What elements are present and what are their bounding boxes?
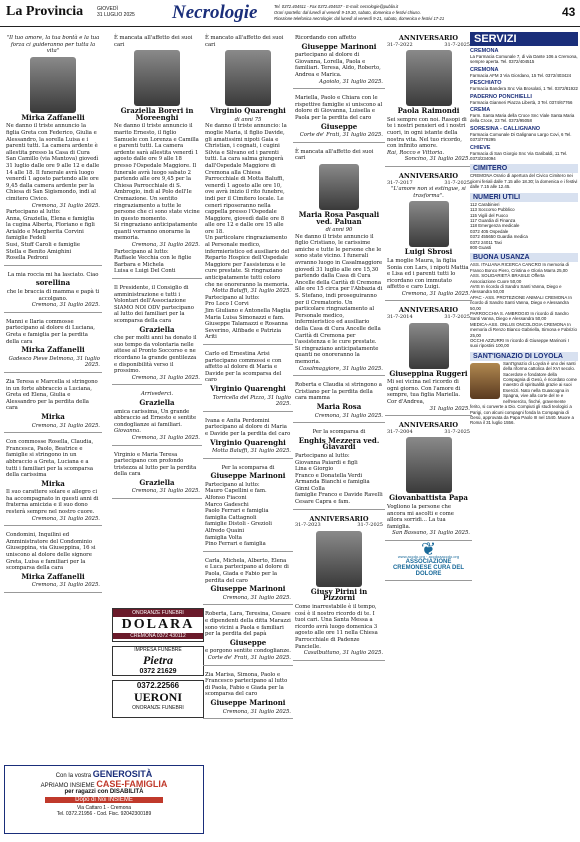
- anniversary-papa: ANNIVERSARIO 31-7-2004 31-7-2025 Giovanbattista Papa Vogliono la persone che ancora mi ascolti e come allora sorridi... La tua famiglia. San Bassano, 31 luglio 2025.: [385, 419, 472, 541]
- condolence-notice: Roberta, Lara, Teresina, Cesare e dipendenti della ditta Marazzi sono vicini a Paola e familiari per la perdita del papà Giuseppe e porgono sentite condoglianze. Corte de' Frati, 31 luglio 2025.: [203, 608, 293, 665]
- anniversary-raimondi: ANNIVERSARIO 31-7-2022 31-7-2025 Paola Raimondi Sei sempre con noi. Rasopi di te i nostri pensieri ed i nostri cuori, in ogni istante della nostra vita. Nel tuo ricordo, con infinito amore. Rai, Rocco e Vittoria. Soncino, 31 luglio 2025.: [385, 32, 472, 167]
- mourner-list: Anna, Graziella, Elena e famiglia la cugina Alberta, Floriano e figli Arialdo e Margherita Corvini famiglie Fedeli Susi, Stuff Caroli e famiglie Stella e Benito Amighini Rosella Pedroni: [6, 215, 95, 262]
- condolence-notice: Per la scomparsa di Enghis Mezzera ved. Giavardi Partecipano al lutto: Giovanna Paiardi e figli Lina e Giorgio Franco e Donatella Verdi Armanda Bianchi e famiglia Ginni Colla famiglie Franco e Davide Ravelli Cesare Capra e fam.: [293, 426, 385, 510]
- anniversary-pirini: ANNIVERSARIO 31-7-2023 31-7-2025 Giusy Pirini in Pizzorni Come inarrestabile è il tempo, così è il nostro ricordo di te. I tuoi cari. Una Santa Messa a ricordo avrà luogo domenica 3 agosto alle ore 11 nella Chiesa Parrocchiale di Padenze Pancielle. Casalbuttano, 31 luglio 2025.: [293, 513, 385, 661]
- ad-accdo: ❦ www.accdo.org · accdoaaccdo.org ASSOCIAZIONE CREMONESE CURA DEL DOLORE: [385, 544, 472, 581]
- section-title: Necrologie: [172, 2, 258, 23]
- saint-image: [470, 363, 500, 399]
- page-header: [0, 0, 580, 27]
- portrait-photo: [30, 57, 76, 113]
- issue-date: GIOVEDÌ 31 LUGLIO 2025: [97, 6, 135, 18]
- condolence-notice: Condomini, Inquilini ed Amministratore del Condominio Giuseppina, via Giuseppina, 16 si uniscono al dolore delle signore Greta, Luisa e familiari per la scomparsa della cara Mirka Zaffanelli Cremona, 31 luglio 2025.: [4, 529, 102, 593]
- condolence-notice: Il Presidente, il Consiglio di amministrazione e tutti i Volontari dell'Associazione SIAMO NOI ODV partecipano al lutto dei familiari per la scomparsa della cara Graziella che per molti anni ha donato il suo tempo da volontaria nelle attese al Pronto Soccorso e ne ricordano la grande gentilezza e disponibilità verso il prossimo. Cremona, 31 luglio 2025.: [112, 282, 202, 385]
- condolence-notice: Carlo ed Ernestina Arisi partecipano commossi e con affetto al dolore di Maria e Davide per la scomparsa del caro Virginio Quarenghi Torricella del Pizzo, 31 luglio 2025.: [203, 348, 293, 412]
- ad-dolara: ONORANZE FUNEBRI DOLARA CREMONA 0372 430112: [112, 608, 204, 642]
- leaf-icon: ❦: [420, 538, 437, 560]
- portrait-photo: [225, 50, 271, 106]
- obituary-boreri: È mancata all'affetto dei suoi cari Graziella Boreri in Moreenghi Ne danno il triste annuncio il marito Ernesto, il figlio Samuele con Lorenza e Camilla e parenti tutti. La camera ardente sarà allestita venerdì 1 agosto dalle ore 9 alle 18 presso l'Ospedale Maggiore. Il funerale avrà luogo sabato 2 partendo alle ore 9,45 per la Chiesa Parrocchiale di S. Ambrogio, indi al Polo dell'Ie Cremazione. Un sentito ringraziamento a tutte le persone che ci sono state vicine in questo momento. Si ringraziano anticipatamente quanti vorranno onorarne la memoria. Cremona, 31 luglio 2025. Partecipano al lutto: Raffaele Vecchia con le figlie Barbara e Michela Luisa e Luigi Del Conti: [112, 32, 202, 279]
- obituary-quarenghi: È mancato all'affetto dei suoi cari Virginio Quarenghi di anni 75 Ne danno il triste annuncio: la moglie Maria, il figlio Davide, gli amatissimi nipoti Gaia e Christian, i cognati, i cugini Silvia e Silvano ed i parenti tutti. La cara salma giungerà dall'Ospedale Maggiore di Cremona alla Chiesa Parrocchiale di Motta Baluffi, venerdì 1 agosto alle ore 10, ove avrà inizio il rito funebre, indi per il Cimitero locale. Le ceneri riposeranno nella cappella presso l'Ospedale Maggiore, giovedì dalle ore 8 alle ore 12 e dalle ore 15 alle ore 18. Un particolare ringraziamento al Personale medico, infermieristico ed ausiliario del Reparto Hospice dell'Ospedale Maggiore per l'assistenza e le cure prestate. Si ringraziano anticipatamente tutti coloro che ne onoreranno la memoria. Motta Baluffi, 31 luglio 2025. Partecipano al lutto: Pro Loco I Corvi Jim Giuliano e Antonella Maglia Maria Luisa Simonazzi e fam. Giuseppe Talamazzi e Rosanna Severino, Alfibade e Patrizia Ariti: [203, 32, 293, 345]
- ad-ueroni: 0372.22566 UERONI ONORANZE FUNEBRI: [112, 680, 204, 718]
- condolence-notice: Virginio e Maria Teresa partecipano con profondo tristezza al lutto per la perdita della cara Graziella Cremona, 31 luglio 2025.: [112, 449, 202, 500]
- anniversary-ruggeri: ANNIVERSARIO 31-7-2014 31-7-2025 Giuseppina Ruggeri Mi sei vicina nel ricordo di ogni giorno. Con l'amore di sempre, tua figlia Mariella. Cor d'Andrea, 31 luglio 2025.: [385, 304, 472, 416]
- condolence-notice: Zia Teresa e Marcella si stringono in un forte abbraccio a Luciana, Greta ed Elena, Giulia e Alessandro per la perdita della cara Mirka Cremona, 31 luglio 2025.: [4, 376, 102, 433]
- condolence-notice: Carla, Michela, Alberto, Elena e Luca partecipano al dolore di Paola, Giada e Fabio per la perdita del caro Giuseppe Marinoni Cremona, 31 luglio 2025.: [203, 555, 293, 606]
- anniversary-sbrosi: ANNIVERSARIO 31-7-2017 31-7-2025 "L'amore non si estingue, si trasforma". Luigi Sbrosi La moglie Maura, la figlia Sonia con Lars, i nipoti Mattia e Lisa ed i parenti tutti lo ricordano con immutato affetto e caro Luigi. Cremona, 31 luglio 2025.: [385, 170, 472, 302]
- obituary-pasquali: È mancata all'affetto dei suoi cari Maria Rosa Pasquali ved. Paluan di anni 90 Ne danno il triste annuncio il figlio Cristiano, le carissime amiche e tutte le persone che le sono state vicino. I funerali avranno luogo in Casalmaggiore giovedì 31 luglio alle ore 15,30 partendo dalla Casa di Cura Ancelle della Carità di Cremona alle ore 15 circa per l'Abbazia di S. Stefano, indi proseguiranno per il Crematorio. Un particolare ringraziamento al Personale medico, infermieristico ed ausiliario della Casa di Cura Ancelle della Carità di Cremona per l'assistenza e le cure prestate. Si ringraziano anticipatamente quanti ne onoreranno la memoria. Casalmaggiore, 31 luglio 2025.: [293, 146, 385, 376]
- contact-info: Tel. 0372.404511 - Fax 0372.404537 - E-mail: necrologie@publia.it Orari sportello: dal lunedì al venerdì 9-19.30, sabato, domenica e festivi chiuso. Ricezione telefonica necrologie: dal lunedì al venerdì 9-21, sabato, domenica e festivi 17-21: [274, 4, 445, 21]
- condolence-notice: Arrivederci. Graziella amica carissima, Un grande abbraccio ad Ernesto e sentite condoglianze ai familiari. Giovanna. Cremona, 31 luglio 2025.: [112, 388, 202, 445]
- servizi-title: SERVIZI: [470, 32, 578, 46]
- obituary-zaffanelli: "Il tuo amore, la tua bontà e la tua forza ci guideranno per tutta la vita" Mirka Zaffanelli Ne danno il triste annuncio la figlia Greta con Federico, Giulia e Alessandro, la sorella Luisa e i parenti tutti. La camera ardente è allestita presso la Casa di Cura San Camillo (via Mantova) giovedì 31 luglio dalle ore 9 alle 12 e dalle 14 alle 18. Il funerale avrà luogo venerdì 1 agosto partendo alle ore 9,45 dalla camera ardente per la Chiesa di San Sigismondo, indi al cimitero Civico. Cremona, 31 luglio 2025. Partecipano al lutto: Anna, Graziella, Elena e famiglia la cugina Alberta, Floriano e figli Arialdo e Margherita Corvini famiglie Fedeli Susi, Stuff Caroli e famiglie Stella e Benito Amighini Rosella Pedroni: [4, 32, 102, 266]
- portrait-photo: [406, 437, 452, 493]
- pharmacy-list: CREMONA La Farmacia Comunale 7, di via Dante 106 a Cremona, sempre aperta. Tel. 0372/404515 CREMONA Farmacia AFM 3 Via Giordano, 15 Tel. 0372/403424 PESCHIATO Farmacia Bandera Snc Via Brosolati, 1 Tel. 0372/81922 PADERNO PONCHIELLI Farmacia Gianneri Piazza Libertà, 3 Tel. 0374/67766 CREMA Farm. Santa Maria della Croce Snc Viale Santa Maria della Croce, 23 Tel. 0373/95058 SORESINA - CALLIGNANO Farmacia Comunale Di Galignano Largo Covi, 6 Tel. 0373/779295 CHIEVE Farmacia di San Giorgio Snc Via Garibaldi, 11 Tel. 0373/234094: [470, 48, 578, 162]
- ad-pietra: IMPRESA FUNEBRE Pietra 0372 21629: [112, 646, 204, 676]
- column-6-servizi: SERVIZI CREMONA La Farmacia Comunale 7, di via Dante 106 a Cremona, sempre aperta. Tel. 0372/404515 CREMONA Farmacia AFM 3 Via Giordano, 15 Tel. 0372/403424 PESCHIATO Farmacia Bandera Snc Via Brosolati, 1 Tel. 0372/81922 PADERNO PONCHIELLI Farmacia Gianneri Piazza Libertà, 3 Tel. 0374/67766 CREMA Farm. Santa Maria della Croce Snc Viale Santa Maria della Croce, 23 Tel. 0373/95058 SORESINA - CALLIGNANO Farmacia Comunale Di Galignano Largo Covi, 6 Tel. 0373/779295 CHIEVE Farmacia di San Giorgio Snc Via Garibaldi, 11 Tel. 0373/234094 CIMITERO CREMONA Orario di apertura del Civico Cimitero nei giorni feriali dalle 7.15 alle 18.30; la domenica e i festivi dalle 7.15 alle 12.45. NUMERI UTILI 112 Carabinieri 113 Soccorso Pubblico 115 Vigili del Fuoco 117 Guardia di Finanza 118 Emergenza medicale 0372 405 Ospedale 0372 455650 Guardia medica 0372 24011 Taxi 800 Guasti BUONA USANZA ASS. ITALIANA RICERCA CANCRO In memoria di Franco Bonco Piero, Cristina e Gloria Marra 25,00 ASS. SOLIDARIETÀ BRASILE Offerta Associazione Cuore 50,00 AVIS In ricordo di Sandro Santi Vanna, Diego e Alessandra 50,00 APAC - ASS. PROTEZIONE ANIMALI CREMONA In ricordo di Sandro Santi Vanna, Diego e Alessandra 50,00 PARROCCHIA S. AMBROGIO In ricordo di Sandro Santi Vanna, Diego e Alessandra 50,00 MEDICA-ASS. ONLUS ONCOLOGIA CREMONA In memoria di Renzo Bianco Gabriella, Simona e Fabrizio 25,00 OCCHI AZZURRI In ricordo di Giuseppe Marinoni I suoi ripostini 100,00 SANT'IGNAZIO DI LOYOLA Sant'Ignazio di Loyola è uno dei santi della riforma cattolica del XVI secolo. Sacerdote e fondatore della Compagnia di Gesù, è ricordato come maestro di spiritualità grazie ai suoi Esercizi. Nato nella Guascogna in Spagna, vive alla corte del re e nell'esercito, finché, gravemente ferito, si converte a Dio. Compiuti gli studi teologici a Parigi, con alcuni compagni fonda la Compagnia di Gesù, approvata da Papa Paolo III nel 1540. Muore a Roma il 31 luglio 1556.: [470, 33, 578, 426]
- newspaper-logo: La Provincia: [6, 4, 84, 19]
- donations-list: ASS. ITALIANA RICERCA CANCRO In memoria di Franco Bonco Piero, Cristina e Gloria Marra 25,00 ASS. SOLIDARIETÀ BRASILE Offerta Associazione Cuore 50,00 AVIS In ricordo di Sandro Santi Vanna, Diego e Alessandra 50,00 APAC - ASS. PROTEZIONE ANIMALI CREMONA In ricordo di Sandro Santi Vanna, Diego e Alessandra 50,00 PARROCCHIA S. AMBROGIO In ricordo di Sandro Santi Vanna, Diego e Alessandra 50,00 MEDICA-ASS. ONLUS ONCOLOGIA CREMONA In memoria di Renzo Bianco Gabriella, Simona e Fabrizio 25,00 OCCHI AZZURRI In ricordo di Giuseppe Marinoni I suoi ripostini 100,00: [470, 262, 577, 349]
- column-5: [385, 32, 472, 584]
- column-2: [112, 32, 202, 502]
- portrait-photo: [316, 531, 362, 587]
- condolence-notice: Zia Marisa, Simona, Paolo e Francesco partecipano al lutto di Paola, Fabio e Giada per la scomparsa del caro Giuseppe Marinoni Cremona, 31 luglio 2025.: [203, 669, 293, 720]
- condolence-notice: Mariella, Paolo e Chiara con le rispettive famiglie si uniscono al dolore di Giovanna, Luisella e Paola per la perdita del caro Giuseppe Corte de' Frati, 31 luglio 2025.: [293, 92, 385, 143]
- portrait-photo: [409, 201, 449, 247]
- portrait-photo: [409, 323, 449, 369]
- page-number: 43: [562, 5, 576, 19]
- column-3: [203, 32, 293, 722]
- ad-generosita: Con la vostra GENEROSITÀ APRIAMO INSIEME CASE-FAMIGLIA per ragazzi con DISABILITÀ Dopo di Noi INSIEME Via Cattaro 1 - Cremona Tel. 0372.21956 - Cod. Fisc. 92042300189: [4, 765, 204, 834]
- portrait-photo: [134, 50, 180, 106]
- useful-numbers: 112 Carabinieri 113 Soccorso Pubblico 115 Vigili del Fuoco 117 Guardia di Finanza 118 Emergenza medicale 0372 405 Ospedale 0372 455650 Guardia medica 0372 24011 Taxi 800 Guasti: [470, 201, 528, 250]
- condolence-notice: La mia roccia mi ha lasciato. Ciao sorellina che le braccia di mamma e papà ti accolgano. Cremona, 31 luglio 2025.: [4, 269, 102, 313]
- condolence-notice: Ivana e Anita Perdomini partecipano al dolore di Maria e Davide per la perdita del caro Virginio Quarenghi Motta Baluffi, 31 luglio 2025.: [203, 415, 293, 459]
- condolence-notice: Per la scomparsa di Giuseppe Marinoni Partecipano al lutto: Mauro Capellini e fam. Alfonso Fiaconi Marco Gadeschi Paolo Ferrari e famiglia famiglia Cattagnoli famiglie Distoli - Grezioli Alfredo Quaini famiglia Volta Pino Ferrari e famiglia: [203, 462, 293, 552]
- portrait-photo: [319, 164, 359, 210]
- column-1: [4, 32, 102, 596]
- portrait-photo: [406, 50, 452, 106]
- condolence-notice: Roberta e Claudia si stringono a Cristiano per la perdita della cara mamma Maria Rosa Cremona, 31 luglio 2025.: [293, 379, 385, 423]
- column-4: [293, 32, 385, 664]
- condolence-notice: Con commosse Rosella, Claudia, Francesca, Paolo, Beatrice e famiglie si stringono in un abbraccio a Greta, Luciana e a tutti i familiari per la scomparsa della carissima Mirka Il suo carattere solare e allegro ci ha accompagnato in questi anni di fraterna amicizia e il suo dono resterà sempre nel nostro cuore. Cremona, 31 luglio 2025.: [4, 436, 102, 526]
- condolence-notice: Manni e Ilaria commosse partecipano al dolore di Luciana, Greta e famiglia per la perdita della cara Mirka Zaffanelli Gadesco Pieve Delmona, 31 luglio 2025.: [4, 316, 102, 373]
- condolence-notice: Ricordando con affetto Giuseppe Marinoni partecipano al dolore di Giovanna, Lorella, Paola e familiari. Teresa, Aldo, Roberto, Andrea e Marica. Agoiolo, 31 luglio 2025.: [293, 32, 385, 89]
